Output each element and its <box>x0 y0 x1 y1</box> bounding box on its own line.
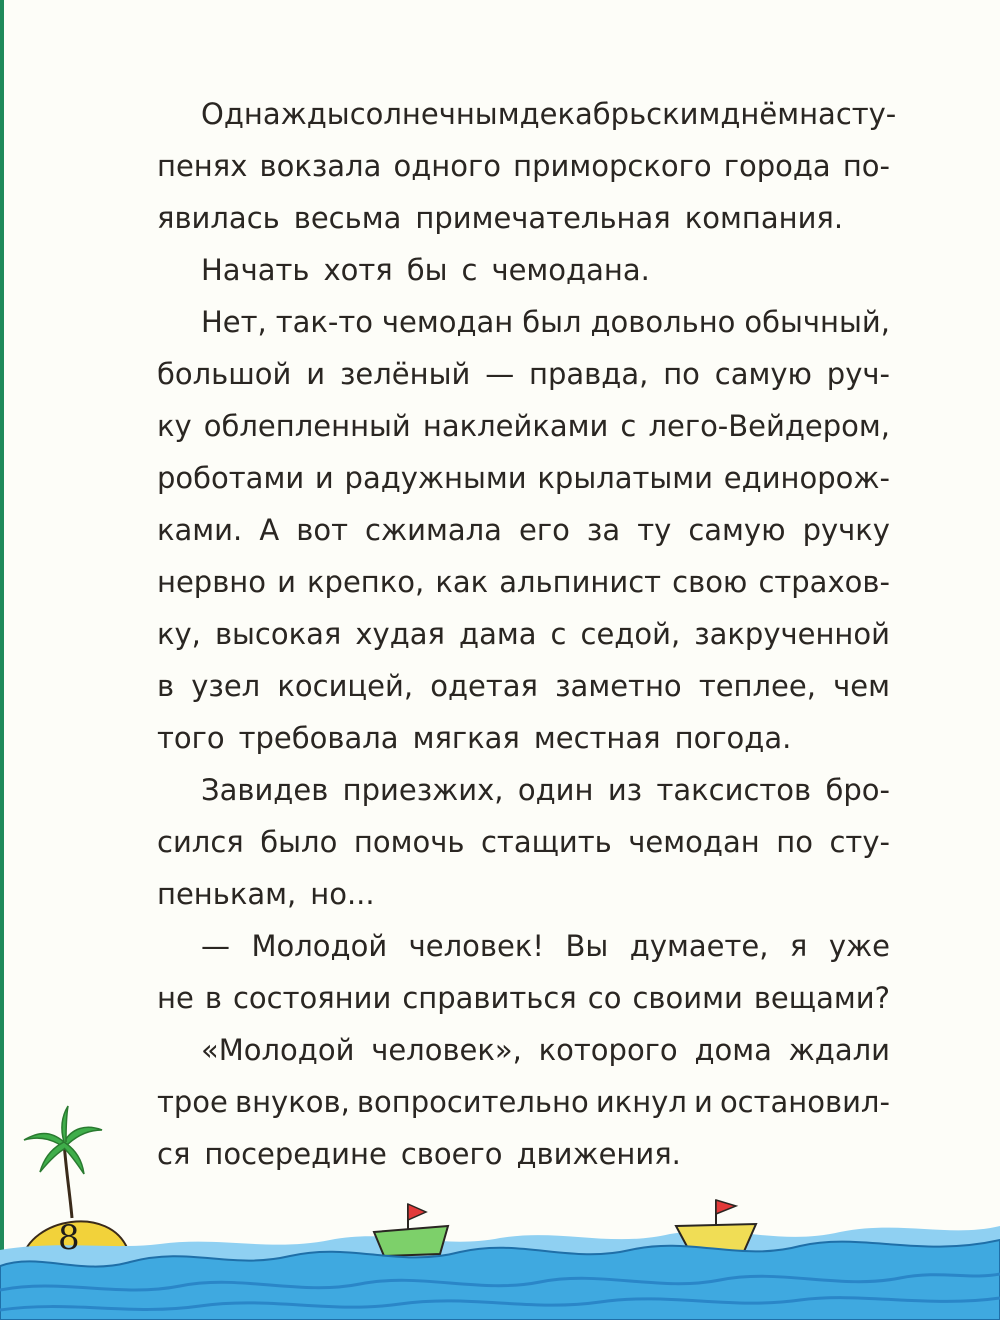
word: свою <box>672 565 748 599</box>
word: с <box>550 617 567 651</box>
word: я <box>789 929 808 963</box>
word: так-то <box>275 305 373 339</box>
word: самую <box>714 357 812 391</box>
word: с <box>461 253 478 287</box>
word: вокзала <box>259 149 382 183</box>
word: руч- <box>826 357 890 391</box>
word: закрученной <box>694 617 890 651</box>
word: на <box>799 97 836 131</box>
word: явилась <box>157 201 280 235</box>
text-line <box>157 712 890 764</box>
word: своими <box>632 981 743 1015</box>
word: по <box>663 357 700 391</box>
word: его <box>519 513 570 547</box>
word: уже <box>828 929 890 963</box>
word: страхов- <box>758 565 890 599</box>
word: справиться <box>402 981 577 1015</box>
text-line <box>157 296 890 348</box>
story-text <box>157 88 897 1180</box>
word: «Молодой <box>201 1033 355 1067</box>
page-number: 8 <box>58 1218 80 1258</box>
word: нервно <box>157 565 267 599</box>
word: ся <box>157 1137 191 1171</box>
text-line <box>157 764 890 816</box>
word: чемодан <box>381 305 514 339</box>
word: одетая <box>430 669 538 703</box>
word: пенькам, <box>157 877 297 911</box>
word: ждали <box>788 1033 890 1067</box>
word: — <box>485 357 515 391</box>
word: из <box>607 773 643 807</box>
word: чем <box>833 669 890 703</box>
word: чемодан <box>628 825 760 859</box>
text-line <box>157 348 890 400</box>
word: остановил- <box>719 1085 890 1119</box>
word: примечательная <box>415 201 671 235</box>
word: ту <box>637 513 672 547</box>
word: худая <box>355 617 445 651</box>
word: по- <box>842 149 890 183</box>
word: внуков, <box>235 1085 350 1119</box>
word: дама <box>459 617 537 651</box>
word: обычный, <box>744 305 890 339</box>
word: по <box>776 825 813 859</box>
word: Завидев <box>201 773 329 807</box>
word: города <box>723 149 831 183</box>
word: за <box>586 513 621 547</box>
word: вот <box>296 513 348 547</box>
word: теплее, <box>698 669 816 703</box>
word: требовала <box>238 721 399 755</box>
word: человек! <box>408 929 544 963</box>
text-line <box>157 452 890 504</box>
word: крепко, <box>307 565 425 599</box>
text-line <box>157 660 890 712</box>
word: было <box>260 825 338 859</box>
word: помочь <box>353 825 465 859</box>
word: посередине <box>204 1137 387 1171</box>
word: икнул <box>595 1085 687 1119</box>
word: как <box>435 565 489 599</box>
text-line <box>157 88 897 140</box>
word: с <box>620 409 637 443</box>
word: и <box>693 1085 713 1119</box>
word: со <box>587 981 622 1015</box>
word: единорож- <box>723 461 890 495</box>
word: своего <box>400 1137 503 1171</box>
sea-illustration <box>0 1100 1000 1320</box>
word: бы <box>406 253 448 287</box>
word: которого <box>538 1033 678 1067</box>
word: приезжих, <box>342 773 504 807</box>
word: движения. <box>516 1137 681 1171</box>
word: правда, <box>529 357 649 391</box>
word: радужными <box>344 461 527 495</box>
text-line <box>157 816 890 868</box>
word: солнечным <box>349 97 520 131</box>
word: но... <box>310 877 375 911</box>
word: А <box>259 513 280 547</box>
word: местная <box>533 721 661 755</box>
word: днём <box>720 97 800 131</box>
word: наклейками <box>422 409 609 443</box>
word: крылатыми <box>537 461 714 495</box>
word: альпинист <box>499 565 662 599</box>
word: думаете, <box>629 929 769 963</box>
word: Молодой <box>251 929 388 963</box>
word: хотя <box>323 253 393 287</box>
word: ками. <box>157 513 243 547</box>
word: не <box>157 981 194 1015</box>
word: облепленный <box>203 409 411 443</box>
word: Вы <box>565 929 609 963</box>
word: был <box>522 305 582 339</box>
text-line <box>157 972 890 1024</box>
word: бро- <box>825 773 890 807</box>
word: ручку <box>802 513 890 547</box>
word: стащить <box>480 825 612 859</box>
word: компания. <box>684 201 844 235</box>
word: сту- <box>829 825 890 859</box>
word: приморского <box>513 149 712 183</box>
word: сжимала <box>365 513 502 547</box>
word: и <box>306 357 326 391</box>
word: трое <box>157 1085 228 1119</box>
word: погода. <box>674 721 792 755</box>
word: дома <box>694 1033 772 1067</box>
word: самую <box>688 513 786 547</box>
word: чемодана. <box>491 253 650 287</box>
word: и <box>277 565 296 599</box>
palm-tree-icon <box>24 1106 102 1218</box>
word: ку <box>157 409 192 443</box>
word: таксистов <box>656 773 812 807</box>
word: декабрьским <box>519 97 721 131</box>
text-line <box>157 504 890 556</box>
text-line <box>157 192 890 244</box>
text-line <box>157 556 890 608</box>
word: сту- <box>835 97 897 131</box>
word: довольно <box>590 305 736 339</box>
word: косицей, <box>277 669 414 703</box>
word: вопросительно <box>356 1085 589 1119</box>
text-line <box>157 244 890 296</box>
word: Однажды <box>201 97 350 131</box>
word: сился <box>157 825 244 859</box>
word: лего-Вейдером, <box>648 409 890 443</box>
word: вещами? <box>753 981 890 1015</box>
word: ку, <box>157 617 201 651</box>
text-line <box>157 400 890 452</box>
word: состоянии <box>232 981 392 1015</box>
word: седой, <box>580 617 681 651</box>
word: зелёный <box>339 357 471 391</box>
word: пенях <box>157 149 248 183</box>
word: одного <box>393 149 501 183</box>
word: Начать <box>201 253 310 287</box>
word: человек», <box>371 1033 522 1067</box>
word: заметно <box>555 669 682 703</box>
word: роботами <box>157 461 305 495</box>
word: — <box>201 929 230 963</box>
word: мягкая <box>412 721 520 755</box>
word: и <box>314 461 334 495</box>
text-line <box>157 608 890 660</box>
word: один <box>517 773 594 807</box>
word: узел <box>191 669 261 703</box>
text-line <box>157 1024 890 1076</box>
text-line <box>157 920 890 972</box>
text-line <box>157 140 890 192</box>
word: Нет, <box>201 305 267 339</box>
word: того <box>157 721 225 755</box>
green-boat-icon <box>374 1204 448 1256</box>
word: большой <box>157 357 292 391</box>
text-line <box>157 868 890 920</box>
word: в <box>157 669 175 703</box>
word: весьма <box>293 201 402 235</box>
word: в <box>204 981 222 1015</box>
word: высокая <box>214 617 342 651</box>
